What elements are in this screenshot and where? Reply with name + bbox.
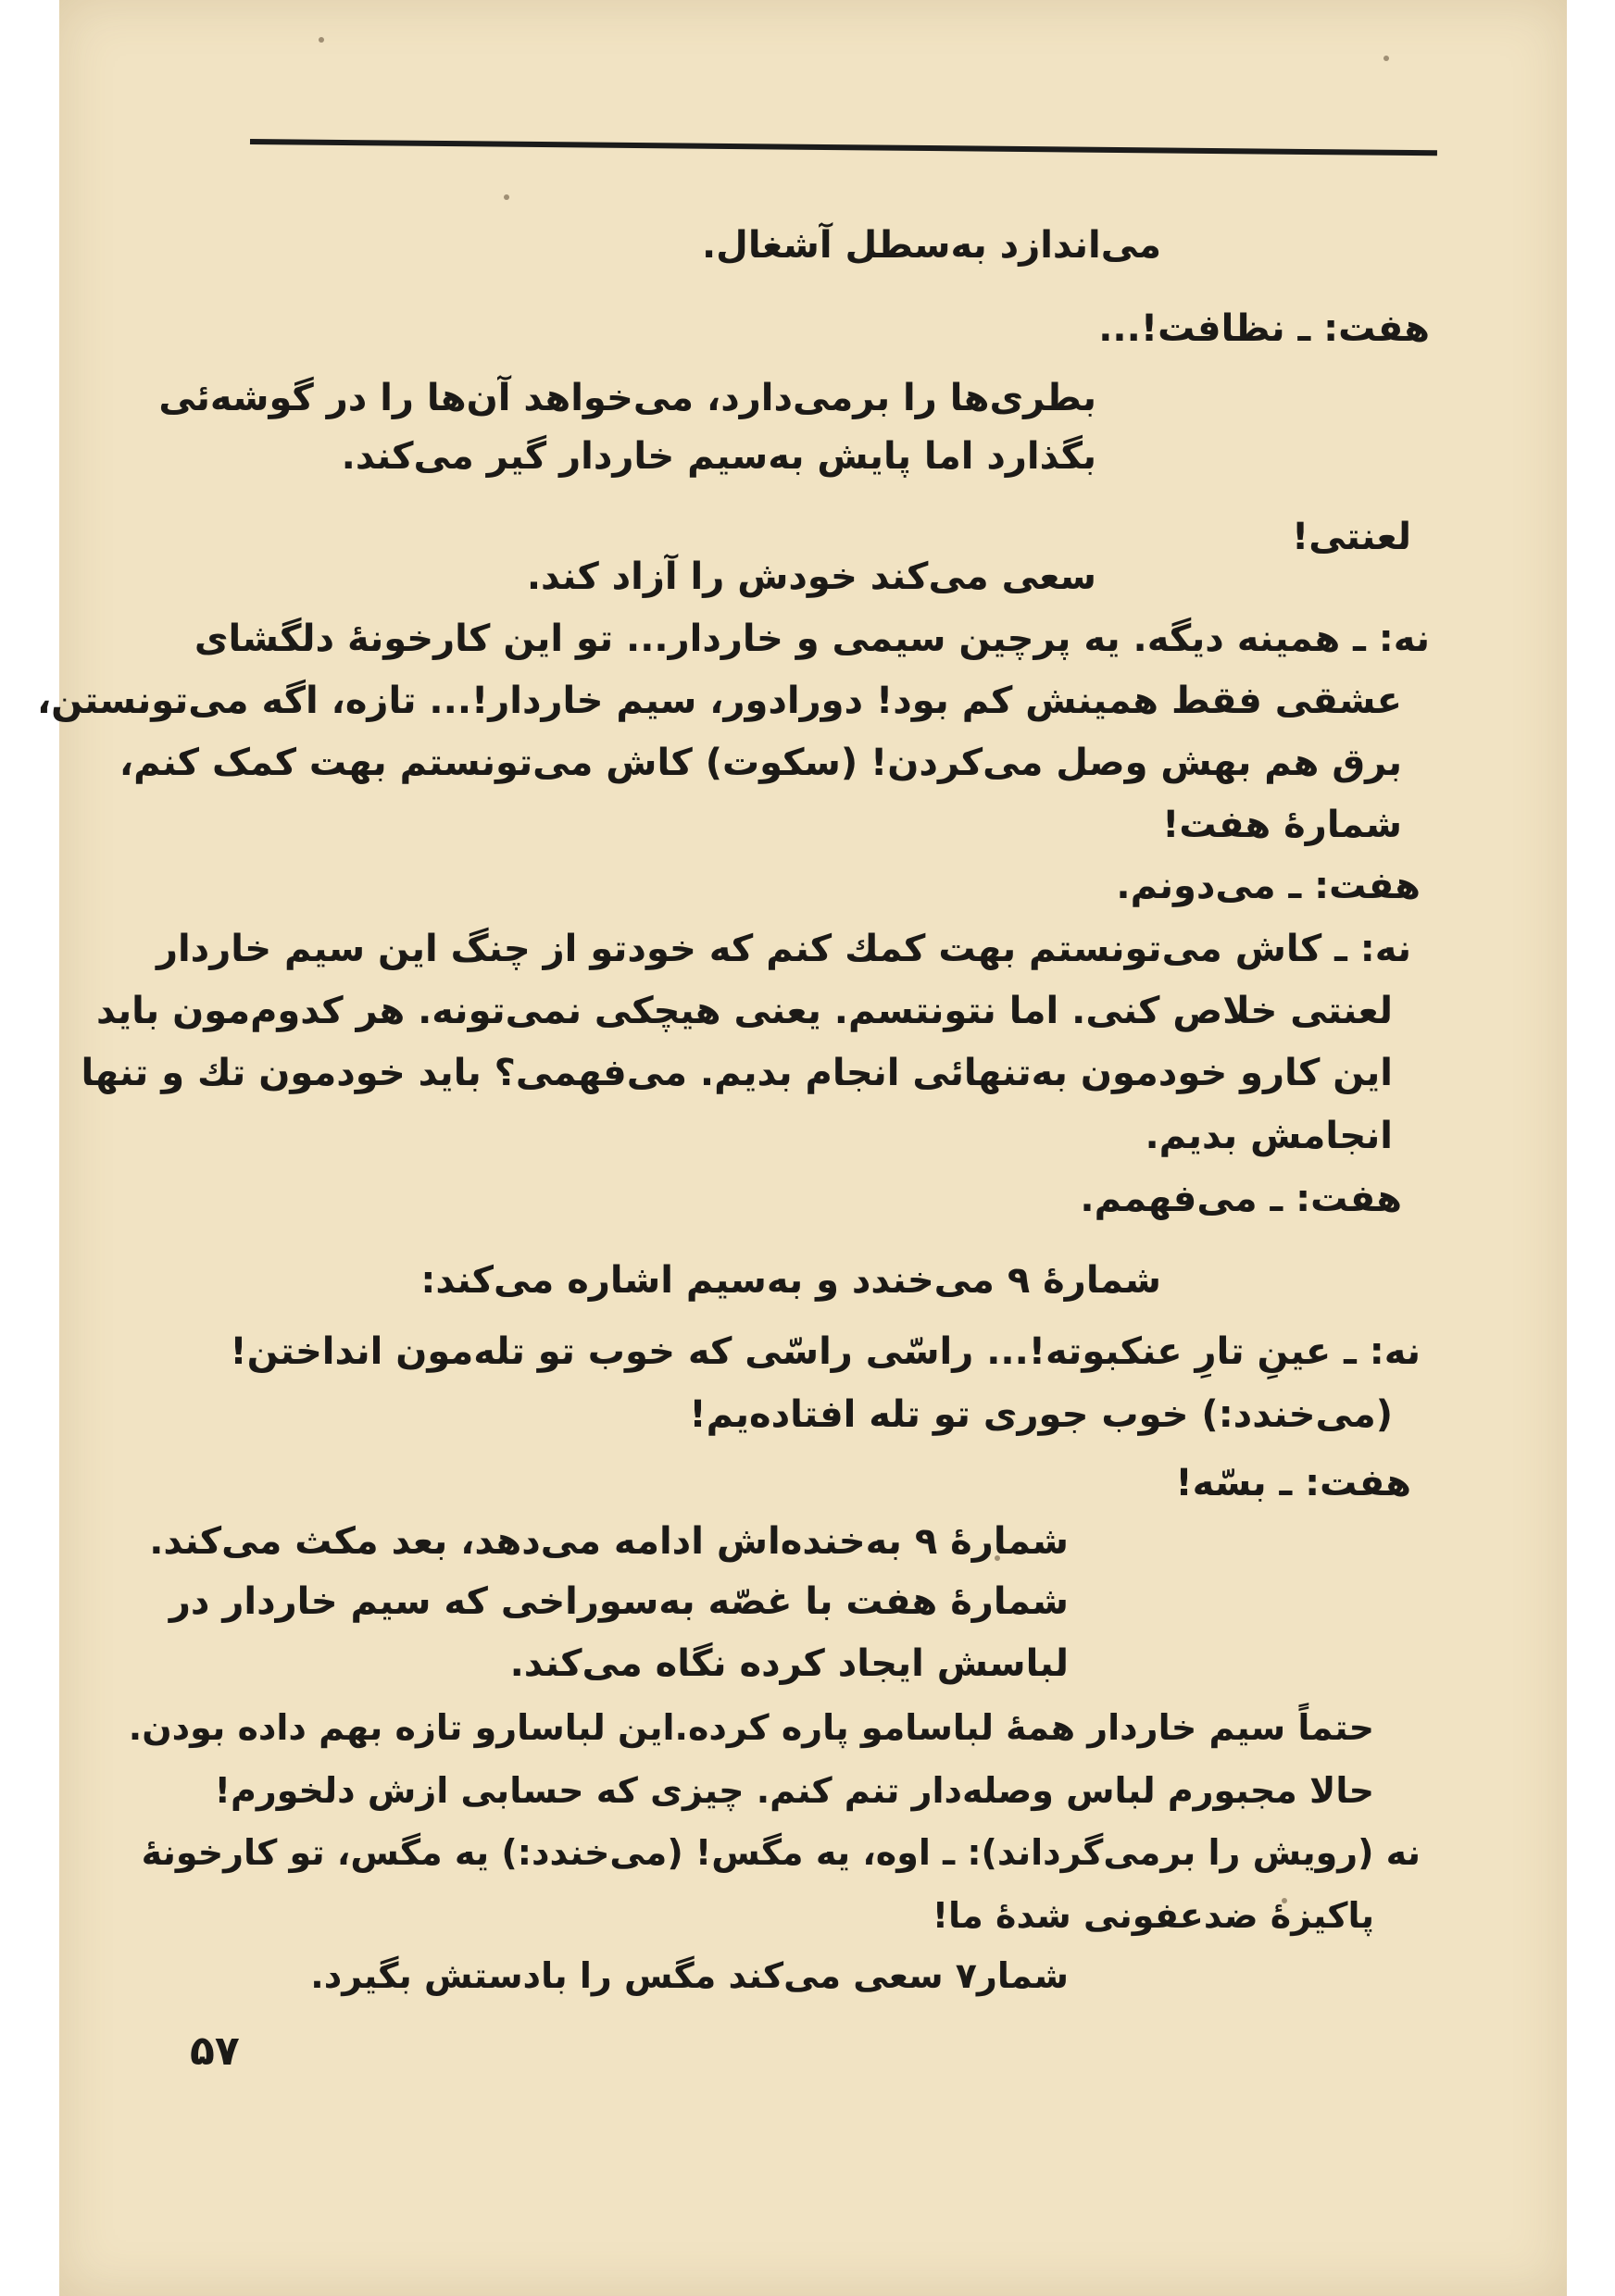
text-line-5: لعنتی! [1292, 516, 1411, 558]
text-line-4: بگذارد اما پایش به‌سیم خاردار گیر می‌کند. [341, 435, 1096, 478]
text-line-26: نه (رویش را برمی‌گرداند): ـ اوه، یه مگس! (می‌خندد:) یه مگس، تو کارخونهٔ [141, 1832, 1421, 1873]
text-line-22: شمارهٔ هفت با غصّه به‌سوراخی که سیم خاردار در [169, 1580, 1069, 1623]
text-line-12: نه: ـ کاش می‌تونستم بهت کمك کنم که خودتو از چنگ این سیم خاردار [156, 928, 1411, 970]
text-line-21: شمارهٔ ۹ به‌خنده‌اش ادامه می‌دهد، بعد مکث می‌کند. [149, 1520, 1069, 1563]
text-line-15: انجامش بدیم. [1145, 1115, 1393, 1157]
text-line-19: (می‌خندد:) خوب جوری تو تله افتاده‌یم! [689, 1393, 1393, 1436]
text-line-18: نه: ـ عینِ تارِ عنکبوته!... راسّی راسّی که خوب تو تله‌مون انداختن! [230, 1330, 1421, 1373]
text-line-8: عشقی فقط همینش کم بود! دورادور، سیم خاردار!... تازه، اگه می‌تونستن، [36, 680, 1402, 722]
text-line-27: پاکیزهٔ ضدعفونی شدهٔ ما! [932, 1895, 1374, 1936]
text-line-13: لعنتی خلاص کنی. اما نتونتسم. یعنی هیچکی نمی‌تونه. هر کدوم‌مون باید [96, 990, 1393, 1032]
text-line-7: نه: ـ همینه دیگه. یه پرچین سیمی و خاردار... تو این کارخونهٔ دلگشای [194, 618, 1430, 660]
text-line-17: شمارهٔ ۹ می‌خندد و به‌سیم اشاره می‌کند: [420, 1259, 1161, 1302]
paper-fleck [319, 37, 324, 43]
text-line-20: هفت: ـ بسّه! [1175, 1462, 1411, 1504]
text-line-1: می‌اندازد به‌سطل آشغال. [701, 224, 1161, 267]
paper-fleck [504, 194, 509, 200]
paper-fleck [1383, 56, 1389, 61]
text-line-24: حتماً سیم خاردار همهٔ لباسامو پاره کرده.این لباسارو تازه بهم داده بودن. [128, 1707, 1374, 1748]
page-number: ۵۷ [190, 2028, 240, 2075]
text-line-3: بطری‌ها را برمی‌دارد، می‌خواهد آن‌ها را در گوشه‌ئی [158, 377, 1096, 419]
text-line-16: هفت: ـ می‌فهمم. [1080, 1178, 1402, 1220]
text-line-11: هفت: ـ می‌دونم. [1116, 865, 1421, 907]
text-line-9: برق هم بهش وصل می‌کردن! (سکوت) کاش می‌تونستم بهت کمک کنم، [119, 742, 1402, 784]
text-line-10: شمارهٔ هفت! [1162, 804, 1402, 846]
text-line-25: حالا مجبورم لباس وصله‌دار تنم کنم. چیزی که حسابی ازش دلخورم! [214, 1770, 1374, 1811]
text-line-6: سعی می‌کند خودش را آزاد کند. [526, 555, 1096, 598]
text-line-2: هفت: ـ نظافت!... [1098, 307, 1430, 350]
text-line-14: این کارو خودمون به‌تنهائی انجام بدیم. می‌فهمی؟ باید خودمون تك و تنها [81, 1052, 1393, 1094]
text-line-23: لباسش ایجاد کرده نگاه می‌کند. [509, 1642, 1069, 1685]
text-line-28: شمار۷ سعی می‌کند مگس را بادستش بگیرد. [310, 1955, 1069, 1996]
